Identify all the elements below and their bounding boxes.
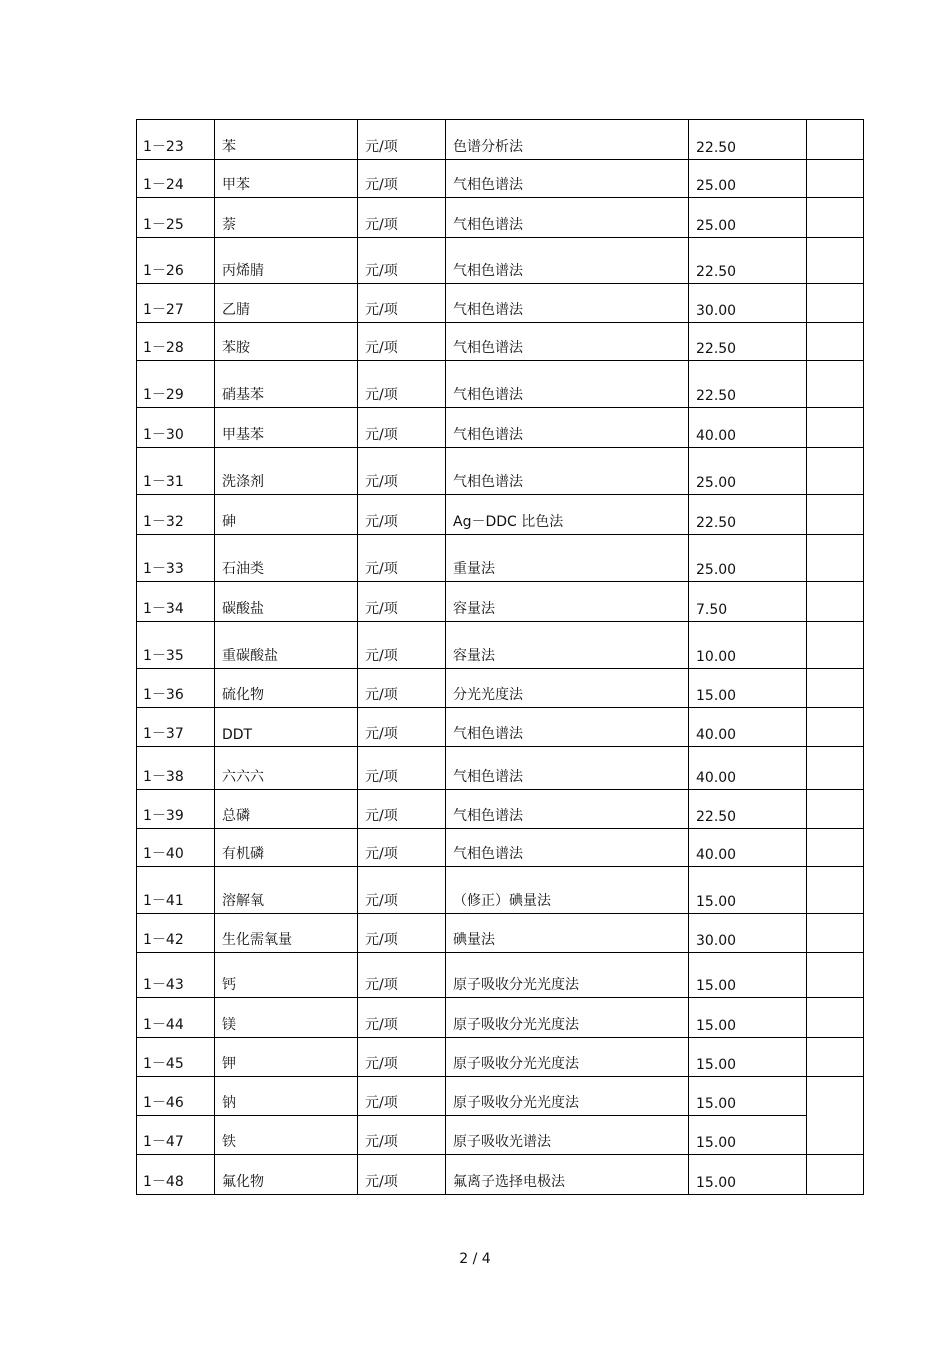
item-unit: 元/项 bbox=[358, 495, 446, 535]
table-row bbox=[137, 1116, 864, 1155]
item-price: 30.00 bbox=[689, 284, 807, 323]
item-price: 15.00 bbox=[689, 867, 807, 914]
item-name: 钾 bbox=[215, 1038, 358, 1077]
table-row bbox=[137, 829, 864, 867]
item-method: 气相色谱法 bbox=[446, 790, 689, 829]
item-price: 7.50 bbox=[689, 582, 807, 622]
item-code: 1－34 bbox=[137, 582, 215, 622]
item-note bbox=[807, 582, 864, 622]
item-note bbox=[807, 198, 864, 238]
item-name: 甲苯 bbox=[215, 160, 358, 198]
item-name: 碳酸盐 bbox=[215, 582, 358, 622]
item-note bbox=[807, 998, 864, 1038]
item-note bbox=[807, 914, 864, 953]
item-code: 1－44 bbox=[137, 998, 215, 1038]
item-price: 40.00 bbox=[689, 408, 807, 448]
item-name: 苯 bbox=[215, 120, 358, 160]
item-unit: 元/项 bbox=[358, 120, 446, 160]
item-method: 气相色谱法 bbox=[446, 323, 689, 361]
table-row bbox=[137, 448, 864, 495]
item-code: 1－33 bbox=[137, 535, 215, 582]
item-code: 1－47 bbox=[137, 1116, 215, 1155]
item-method: 分光光度法 bbox=[446, 669, 689, 708]
item-price: 22.50 bbox=[689, 790, 807, 829]
item-price: 22.50 bbox=[689, 495, 807, 535]
item-code: 1－46 bbox=[137, 1077, 215, 1116]
item-method: 气相色谱法 bbox=[446, 708, 689, 747]
item-method: 原子吸收分光光度法 bbox=[446, 1077, 689, 1116]
table-row bbox=[137, 1155, 864, 1195]
item-price: 15.00 bbox=[689, 1116, 807, 1155]
table-body bbox=[137, 120, 864, 1195]
item-unit: 元/项 bbox=[358, 867, 446, 914]
item-code: 1－27 bbox=[137, 284, 215, 323]
item-note bbox=[807, 1038, 864, 1077]
item-method: 色谱分析法 bbox=[446, 120, 689, 160]
item-method: 原子吸收分光光度法 bbox=[446, 998, 689, 1038]
item-price: 15.00 bbox=[689, 1077, 807, 1116]
item-unit: 元/项 bbox=[358, 284, 446, 323]
item-code: 1－28 bbox=[137, 323, 215, 361]
item-method: 氟离子选择电极法 bbox=[446, 1155, 689, 1195]
table-row bbox=[137, 622, 864, 669]
item-method: 气相色谱法 bbox=[446, 408, 689, 448]
item-note bbox=[807, 747, 864, 790]
item-method: 气相色谱法 bbox=[446, 448, 689, 495]
item-note bbox=[807, 829, 864, 867]
item-note bbox=[807, 669, 864, 708]
table-row bbox=[137, 495, 864, 535]
item-name: 镁 bbox=[215, 998, 358, 1038]
item-note bbox=[807, 408, 864, 448]
item-name: 硝基苯 bbox=[215, 361, 358, 408]
item-price: 10.00 bbox=[689, 622, 807, 669]
item-code: 1－43 bbox=[137, 953, 215, 998]
item-price: 22.50 bbox=[689, 323, 807, 361]
item-name: 石油类 bbox=[215, 535, 358, 582]
table-row bbox=[137, 198, 864, 238]
item-unit: 元/项 bbox=[358, 747, 446, 790]
table-row bbox=[137, 160, 864, 198]
table-row bbox=[137, 998, 864, 1038]
item-name: 生化需氧量 bbox=[215, 914, 358, 953]
item-name: 总磷 bbox=[215, 790, 358, 829]
item-price: 15.00 bbox=[689, 953, 807, 998]
item-name: DDT bbox=[215, 708, 358, 747]
item-name: 丙烯腈 bbox=[215, 238, 358, 284]
item-price: 25.00 bbox=[689, 198, 807, 238]
item-code: 1－45 bbox=[137, 1038, 215, 1077]
item-note bbox=[807, 495, 864, 535]
item-note bbox=[807, 535, 864, 582]
item-unit: 元/项 bbox=[358, 708, 446, 747]
item-price: 15.00 bbox=[689, 998, 807, 1038]
item-name: 萘 bbox=[215, 198, 358, 238]
item-name: 乙腈 bbox=[215, 284, 358, 323]
item-unit: 元/项 bbox=[358, 829, 446, 867]
item-note bbox=[807, 120, 864, 160]
item-method: 气相色谱法 bbox=[446, 361, 689, 408]
item-code: 1－36 bbox=[137, 669, 215, 708]
item-unit: 元/项 bbox=[358, 998, 446, 1038]
item-name: 铁 bbox=[215, 1116, 358, 1155]
item-unit: 元/项 bbox=[358, 669, 446, 708]
item-note bbox=[807, 160, 864, 198]
table-row bbox=[137, 790, 864, 829]
item-method: 气相色谱法 bbox=[446, 198, 689, 238]
item-price: 15.00 bbox=[689, 1038, 807, 1077]
table-row bbox=[137, 914, 864, 953]
item-note bbox=[807, 361, 864, 408]
item-price: 40.00 bbox=[689, 747, 807, 790]
item-unit: 元/项 bbox=[358, 953, 446, 998]
item-unit: 元/项 bbox=[358, 914, 446, 953]
item-name: 硫化物 bbox=[215, 669, 358, 708]
item-name: 砷 bbox=[215, 495, 358, 535]
item-method: 气相色谱法 bbox=[446, 829, 689, 867]
item-price: 15.00 bbox=[689, 669, 807, 708]
item-unit: 元/项 bbox=[358, 535, 446, 582]
item-note bbox=[807, 622, 864, 669]
item-code: 1－26 bbox=[137, 238, 215, 284]
item-price: 40.00 bbox=[689, 829, 807, 867]
item-code: 1－39 bbox=[137, 790, 215, 829]
item-unit: 元/项 bbox=[358, 198, 446, 238]
item-note bbox=[807, 708, 864, 747]
item-code: 1－32 bbox=[137, 495, 215, 535]
table-row bbox=[137, 1038, 864, 1077]
item-price: 40.00 bbox=[689, 708, 807, 747]
item-name: 氟化物 bbox=[215, 1155, 358, 1195]
item-method: Ag－DDC 比色法 bbox=[446, 495, 689, 535]
item-name: 苯胺 bbox=[215, 323, 358, 361]
table-row bbox=[137, 669, 864, 708]
item-name: 洗涤剂 bbox=[215, 448, 358, 495]
table-row bbox=[137, 408, 864, 448]
item-note bbox=[807, 238, 864, 284]
item-note bbox=[807, 448, 864, 495]
item-note bbox=[807, 953, 864, 998]
item-unit: 元/项 bbox=[358, 622, 446, 669]
item-method: 容量法 bbox=[446, 582, 689, 622]
table-row bbox=[137, 361, 864, 408]
item-unit: 元/项 bbox=[358, 361, 446, 408]
item-code: 1－38 bbox=[137, 747, 215, 790]
table-row bbox=[137, 284, 864, 323]
table-row bbox=[137, 582, 864, 622]
item-method: 容量法 bbox=[446, 622, 689, 669]
table-row bbox=[137, 323, 864, 361]
item-price: 25.00 bbox=[689, 448, 807, 495]
table-row bbox=[137, 238, 864, 284]
item-code: 1－35 bbox=[137, 622, 215, 669]
item-name: 重碳酸盐 bbox=[215, 622, 358, 669]
item-unit: 元/项 bbox=[358, 160, 446, 198]
item-method: 重量法 bbox=[446, 535, 689, 582]
item-note bbox=[807, 1155, 864, 1195]
table-row bbox=[137, 120, 864, 160]
item-code: 1－25 bbox=[137, 198, 215, 238]
item-note bbox=[807, 790, 864, 829]
item-unit: 元/项 bbox=[358, 790, 446, 829]
item-method: 气相色谱法 bbox=[446, 284, 689, 323]
item-name: 钠 bbox=[215, 1077, 358, 1116]
table-row bbox=[137, 867, 864, 914]
item-name: 六六六 bbox=[215, 747, 358, 790]
item-code: 1－29 bbox=[137, 361, 215, 408]
item-unit: 元/项 bbox=[358, 323, 446, 361]
item-code: 1－40 bbox=[137, 829, 215, 867]
item-price: 25.00 bbox=[689, 160, 807, 198]
item-method: 气相色谱法 bbox=[446, 747, 689, 790]
item-code: 1－42 bbox=[137, 914, 215, 953]
price-table bbox=[136, 119, 864, 1195]
item-method: 碘量法 bbox=[446, 914, 689, 953]
page-number: 2 / 4 bbox=[459, 1251, 491, 1267]
item-price: 22.50 bbox=[689, 361, 807, 408]
item-unit: 元/项 bbox=[358, 1116, 446, 1155]
table-row bbox=[137, 747, 864, 790]
item-note bbox=[807, 1077, 864, 1155]
item-unit: 元/项 bbox=[358, 408, 446, 448]
item-method: 原子吸收分光光度法 bbox=[446, 953, 689, 998]
item-price: 22.50 bbox=[689, 238, 807, 284]
item-unit: 元/项 bbox=[358, 1038, 446, 1077]
item-name: 溶解氧 bbox=[215, 867, 358, 914]
item-method: 气相色谱法 bbox=[446, 160, 689, 198]
item-price: 22.50 bbox=[689, 120, 807, 160]
table-row bbox=[137, 535, 864, 582]
item-code: 1－30 bbox=[137, 408, 215, 448]
item-method: 气相色谱法 bbox=[446, 238, 689, 284]
item-name: 有机磷 bbox=[215, 829, 358, 867]
item-unit: 元/项 bbox=[358, 1155, 446, 1195]
table-row bbox=[137, 1077, 864, 1116]
item-method: 原子吸收分光光度法 bbox=[446, 1038, 689, 1077]
item-code: 1－31 bbox=[137, 448, 215, 495]
item-method: （修正）碘量法 bbox=[446, 867, 689, 914]
item-price: 25.00 bbox=[689, 535, 807, 582]
item-price: 15.00 bbox=[689, 1155, 807, 1195]
item-note bbox=[807, 323, 864, 361]
item-code: 1－41 bbox=[137, 867, 215, 914]
item-note bbox=[807, 284, 864, 323]
item-unit: 元/项 bbox=[358, 582, 446, 622]
item-name: 钙 bbox=[215, 953, 358, 998]
table-row bbox=[137, 708, 864, 747]
item-price: 30.00 bbox=[689, 914, 807, 953]
item-method: 原子吸收光谱法 bbox=[446, 1116, 689, 1155]
item-code: 1－37 bbox=[137, 708, 215, 747]
item-note bbox=[807, 867, 864, 914]
item-code: 1－24 bbox=[137, 160, 215, 198]
item-name: 甲基苯 bbox=[215, 408, 358, 448]
item-unit: 元/项 bbox=[358, 1077, 446, 1116]
table-row bbox=[137, 953, 864, 998]
item-code: 1－48 bbox=[137, 1155, 215, 1195]
item-code: 1－23 bbox=[137, 120, 215, 160]
item-unit: 元/项 bbox=[358, 238, 446, 284]
item-unit: 元/项 bbox=[358, 448, 446, 495]
